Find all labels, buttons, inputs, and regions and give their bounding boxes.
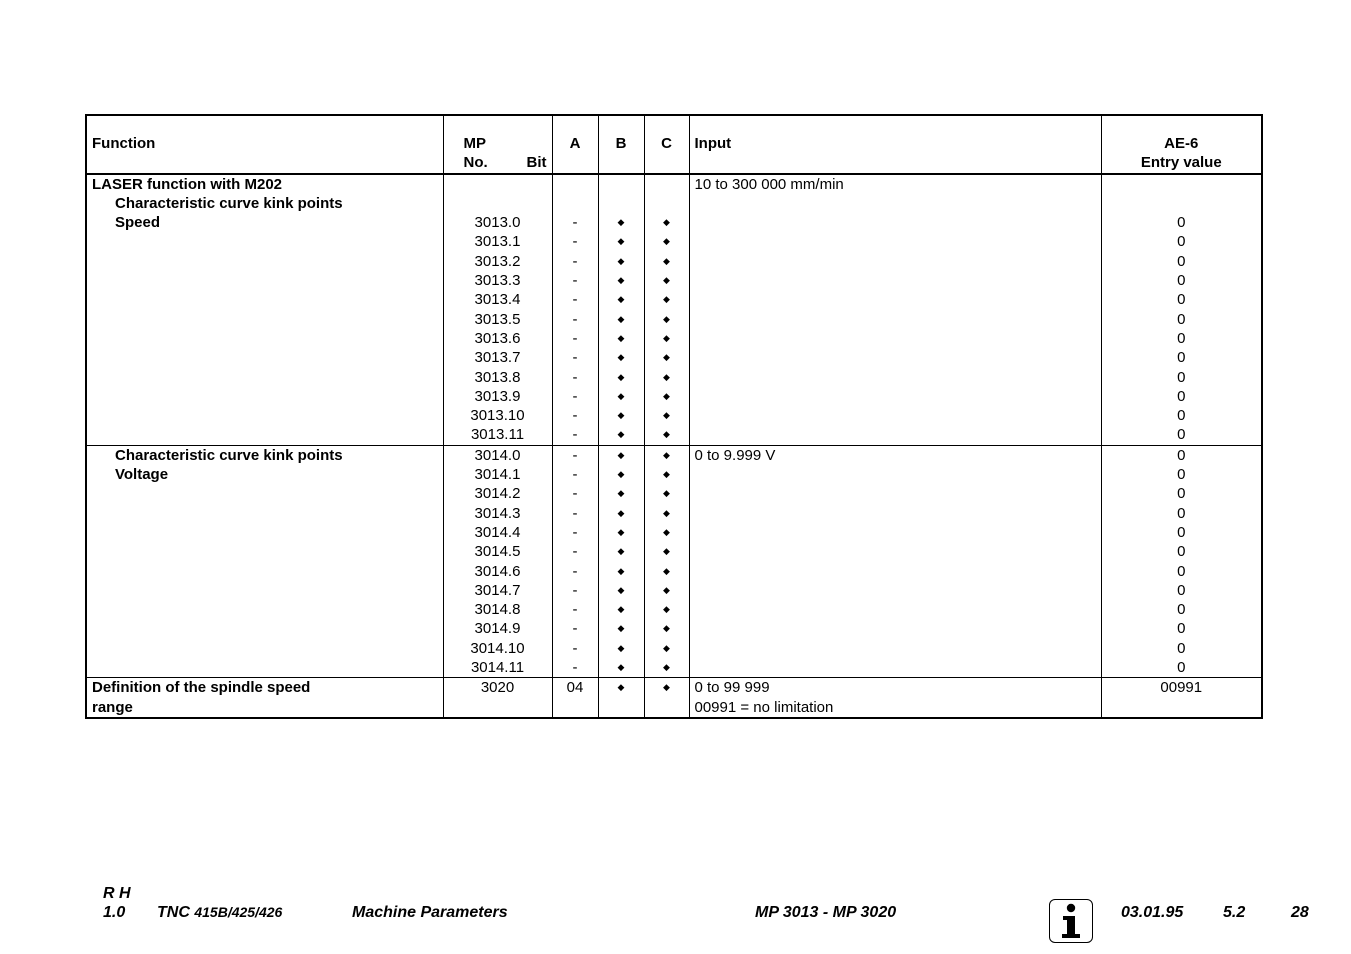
diamond-icon: ◆ xyxy=(663,275,670,286)
entry-list xyxy=(1107,213,1257,445)
diamond-icon: ◆ xyxy=(663,526,670,537)
spindle-range-title-1: Definition of the spindle speed xyxy=(92,679,311,697)
entry-value: 0 xyxy=(1177,466,1186,484)
group-speed-a xyxy=(552,174,598,446)
mp-value: 3013.8 xyxy=(474,368,521,386)
header-row xyxy=(86,115,1262,174)
diamond-icon: ◆ xyxy=(617,313,625,324)
diamond-icon: ◆ xyxy=(617,236,625,247)
mp-value: 3014.11 xyxy=(470,659,525,677)
header-ae6: AE-6 xyxy=(1164,135,1199,152)
spindle-input-note: 00991 = no limitation xyxy=(694,698,834,716)
speed-label: Speed xyxy=(115,214,161,232)
spindle-input-range: 0 to 99 999 xyxy=(694,679,770,697)
footer-page-number: 28 xyxy=(1291,904,1309,921)
entry-value: 0 xyxy=(1177,562,1186,580)
diamond-icon: ◆ xyxy=(663,469,670,480)
footer-mp-range: MP 3013 - MP 3020 xyxy=(755,904,897,921)
mp-value: 3014.10 xyxy=(470,639,525,657)
mp-value: 3013.7 xyxy=(474,349,521,367)
spindle-range-c xyxy=(644,678,689,718)
diamond-icon: ◆ xyxy=(663,488,670,499)
diamond-icon: ◆ xyxy=(663,682,670,693)
voltage-label: Voltage xyxy=(115,466,169,484)
mp-value: 3014.1 xyxy=(474,466,521,484)
entry-value: 0 xyxy=(1177,368,1186,386)
spindle-range-a xyxy=(552,678,598,718)
footer-chapter: 5.2 xyxy=(1223,904,1246,921)
mp-value: 3020 xyxy=(480,679,515,697)
group-voltage-c xyxy=(644,445,689,678)
entry-list xyxy=(1107,446,1257,678)
mp-value: 3013.1 xyxy=(474,233,521,251)
group-voltage-input xyxy=(689,445,1101,678)
mp-value: 3013.3 xyxy=(474,272,521,290)
diamond-icon: ◆ xyxy=(663,410,670,421)
group-voltage-entry xyxy=(1101,445,1262,678)
entry-value: 0 xyxy=(1177,639,1186,657)
diamond-icon: ◆ xyxy=(617,217,625,228)
diamond-icon: ◆ xyxy=(663,390,670,401)
a-value: - xyxy=(572,214,578,232)
a-value: - xyxy=(572,329,578,347)
diamond-icon: ◆ xyxy=(617,429,625,440)
diamond-icon: ◆ xyxy=(617,642,625,653)
mp-list xyxy=(449,446,547,678)
b-list xyxy=(604,446,639,678)
a-value: - xyxy=(572,407,578,425)
entry-value: 0 xyxy=(1177,387,1186,405)
diamond-icon: ◆ xyxy=(663,507,670,518)
c-list xyxy=(650,446,684,678)
header-a: A xyxy=(552,115,598,174)
a-value: - xyxy=(572,252,578,270)
diamond-icon: ◆ xyxy=(617,488,625,499)
entry-value: 0 xyxy=(1177,504,1186,522)
diamond-icon: ◆ xyxy=(663,565,670,576)
diamond-icon: ◆ xyxy=(617,332,625,343)
header-entry xyxy=(1101,115,1262,174)
header-bit: Bit xyxy=(526,154,547,172)
mp-value: 3014.0 xyxy=(474,446,521,464)
mp-value: 3013.11 xyxy=(470,426,525,444)
spindle-range-title-2: range xyxy=(92,698,133,716)
group-speed-input xyxy=(689,174,1101,446)
mp-value: 3013.4 xyxy=(474,291,521,309)
diamond-icon: ◆ xyxy=(663,642,670,653)
group-voltage-mp xyxy=(443,445,552,678)
group-voltage-a xyxy=(552,445,598,678)
header-input: Input xyxy=(689,115,1101,174)
group-speed-c xyxy=(644,174,689,446)
diamond-icon: ◆ xyxy=(663,429,670,440)
diamond-icon: ◆ xyxy=(663,332,670,343)
a-list xyxy=(558,446,593,678)
mp-value: 3013.2 xyxy=(474,252,521,270)
header-function: Function xyxy=(86,115,443,174)
group-spindle-range xyxy=(86,678,1262,718)
diamond-icon: ◆ xyxy=(617,352,625,363)
c-list xyxy=(650,213,684,445)
a-value: - xyxy=(572,233,578,251)
voltage-input-range: 0 to 9.999 V xyxy=(694,446,776,464)
a-value: - xyxy=(572,543,578,561)
a-value: - xyxy=(572,523,578,541)
diamond-icon: ◆ xyxy=(663,449,670,460)
entry-value: 0 xyxy=(1177,272,1186,290)
a-value: - xyxy=(572,387,578,405)
diamond-icon: ◆ xyxy=(663,217,670,228)
diamond-icon: ◆ xyxy=(663,313,670,324)
machine-parameter-table xyxy=(85,114,1263,719)
entry-value: 0 xyxy=(1177,620,1186,638)
mp-value: 3013.9 xyxy=(474,387,521,405)
a-value: - xyxy=(572,446,578,464)
diamond-icon: ◆ xyxy=(663,371,670,382)
a-value: - xyxy=(572,349,578,367)
diamond-icon: ◆ xyxy=(617,390,625,401)
mp-value: 3014.8 xyxy=(474,601,521,619)
spindle-range-input xyxy=(689,678,1101,718)
entry-value: 0 xyxy=(1177,581,1186,599)
info-glyph xyxy=(1057,902,1085,940)
diamond-icon: ◆ xyxy=(663,662,670,673)
entry-value: 0 xyxy=(1177,407,1186,425)
header-no: No. xyxy=(463,154,488,172)
diamond-icon: ◆ xyxy=(663,236,670,247)
entry-value: 0 xyxy=(1177,349,1186,367)
diamond-icon: ◆ xyxy=(617,294,625,305)
diamond-icon: ◆ xyxy=(617,410,625,421)
b-list xyxy=(604,213,639,445)
mp-value: 3013.10 xyxy=(470,407,525,425)
kink-points-label: Characteristic curve kink points xyxy=(115,194,343,212)
diamond-icon: ◆ xyxy=(617,469,625,480)
mp-value: 3013.6 xyxy=(474,329,521,347)
laser-function-title: LASER function with M202 xyxy=(92,175,283,193)
mp-value: 3014.4 xyxy=(474,523,521,541)
diamond-icon: ◆ xyxy=(617,449,625,460)
diamond-icon: ◆ xyxy=(617,682,625,693)
diamond-icon: ◆ xyxy=(617,507,625,518)
a-value: - xyxy=(572,581,578,599)
entry-value: 0 xyxy=(1177,310,1186,328)
footer-date: 03.01.95 xyxy=(1121,904,1184,921)
diamond-icon: ◆ xyxy=(617,275,625,286)
a-value: - xyxy=(572,466,578,484)
diamond-icon: ◆ xyxy=(663,623,670,634)
group-voltage-b xyxy=(598,445,644,678)
entry-value: 0 xyxy=(1177,233,1186,251)
footer-product xyxy=(157,904,282,922)
spindle-range-entry xyxy=(1101,678,1262,718)
kink-points-label-2: Characteristic curve kink points xyxy=(115,446,343,464)
diamond-icon: ◆ xyxy=(617,255,625,266)
mp-value: 3014.3 xyxy=(474,504,521,522)
entry-value: 0 xyxy=(1177,523,1186,541)
group-speed-mp xyxy=(443,174,552,446)
header-c: C xyxy=(644,115,689,174)
diamond-icon: ◆ xyxy=(663,352,670,363)
diamond-icon: ◆ xyxy=(663,604,670,615)
footer-models: 415B/425/426 xyxy=(194,904,283,920)
diamond-icon: ◆ xyxy=(617,526,625,537)
entry-value: 0 xyxy=(1177,291,1186,309)
diamond-icon: ◆ xyxy=(663,584,670,595)
diamond-icon: ◆ xyxy=(663,546,670,557)
mp-value: 3014.2 xyxy=(474,485,521,503)
footer-section-title: Machine Parameters xyxy=(352,904,508,921)
diamond-icon: ◆ xyxy=(663,255,670,266)
a-value: - xyxy=(572,291,578,309)
entry-value: 0 xyxy=(1177,252,1186,270)
entry-value: 0 xyxy=(1177,426,1186,444)
mp-value: 3014.6 xyxy=(474,562,521,580)
header-b: B xyxy=(598,115,644,174)
spindle-range-b xyxy=(598,678,644,718)
a-value: - xyxy=(572,562,578,580)
info-icon xyxy=(1049,899,1093,943)
a-value: - xyxy=(572,659,578,677)
group-speed xyxy=(86,174,1262,446)
header-mp-label: MP xyxy=(463,135,486,152)
footer-version: 1.0 xyxy=(103,904,126,921)
mp-value: 3014.9 xyxy=(474,620,521,638)
a-value: - xyxy=(572,620,578,638)
group-speed-function xyxy=(86,174,443,446)
a-list xyxy=(558,213,593,445)
a-value: 04 xyxy=(566,679,584,697)
diamond-icon: ◆ xyxy=(617,546,625,557)
diamond-icon: ◆ xyxy=(617,662,625,673)
header-mp xyxy=(443,115,552,174)
entry-value: 00991 xyxy=(1160,679,1203,697)
group-speed-b xyxy=(598,174,644,446)
a-value: - xyxy=(572,310,578,328)
group-speed-entry xyxy=(1101,174,1262,446)
diamond-icon: ◆ xyxy=(617,584,625,595)
a-value: - xyxy=(572,601,578,619)
diamond-icon: ◆ xyxy=(663,294,670,305)
group-voltage xyxy=(86,445,1262,678)
mp-value: 3014.5 xyxy=(474,543,521,561)
a-value: - xyxy=(572,485,578,503)
header-entry-value: Entry value xyxy=(1140,154,1222,172)
entry-value: 0 xyxy=(1177,659,1186,677)
speed-input-range: 10 to 300 000 mm/min xyxy=(694,175,844,193)
diamond-icon: ◆ xyxy=(617,604,625,615)
diamond-icon: ◆ xyxy=(617,565,625,576)
mp-value: 3014.7 xyxy=(474,581,521,599)
entry-value: 0 xyxy=(1177,543,1186,561)
footer-rh: R H xyxy=(103,885,131,902)
a-value: - xyxy=(572,426,578,444)
entry-value: 0 xyxy=(1177,214,1186,232)
entry-value: 0 xyxy=(1177,329,1186,347)
a-value: - xyxy=(572,272,578,290)
mp-value: 3013.0 xyxy=(474,214,521,232)
mp-list xyxy=(449,213,547,445)
group-voltage-function xyxy=(86,445,443,678)
a-value: - xyxy=(572,504,578,522)
footer-tnc: TNC xyxy=(157,904,190,921)
spindle-range-mp xyxy=(443,678,552,718)
entry-value: 0 xyxy=(1177,446,1186,464)
diamond-icon: ◆ xyxy=(617,371,625,382)
diamond-icon: ◆ xyxy=(617,623,625,634)
a-value: - xyxy=(572,368,578,386)
entry-value: 0 xyxy=(1177,601,1186,619)
spindle-range-function xyxy=(86,678,443,718)
entry-value: 0 xyxy=(1177,485,1186,503)
mp-value: 3013.5 xyxy=(474,310,521,328)
a-value: - xyxy=(572,639,578,657)
